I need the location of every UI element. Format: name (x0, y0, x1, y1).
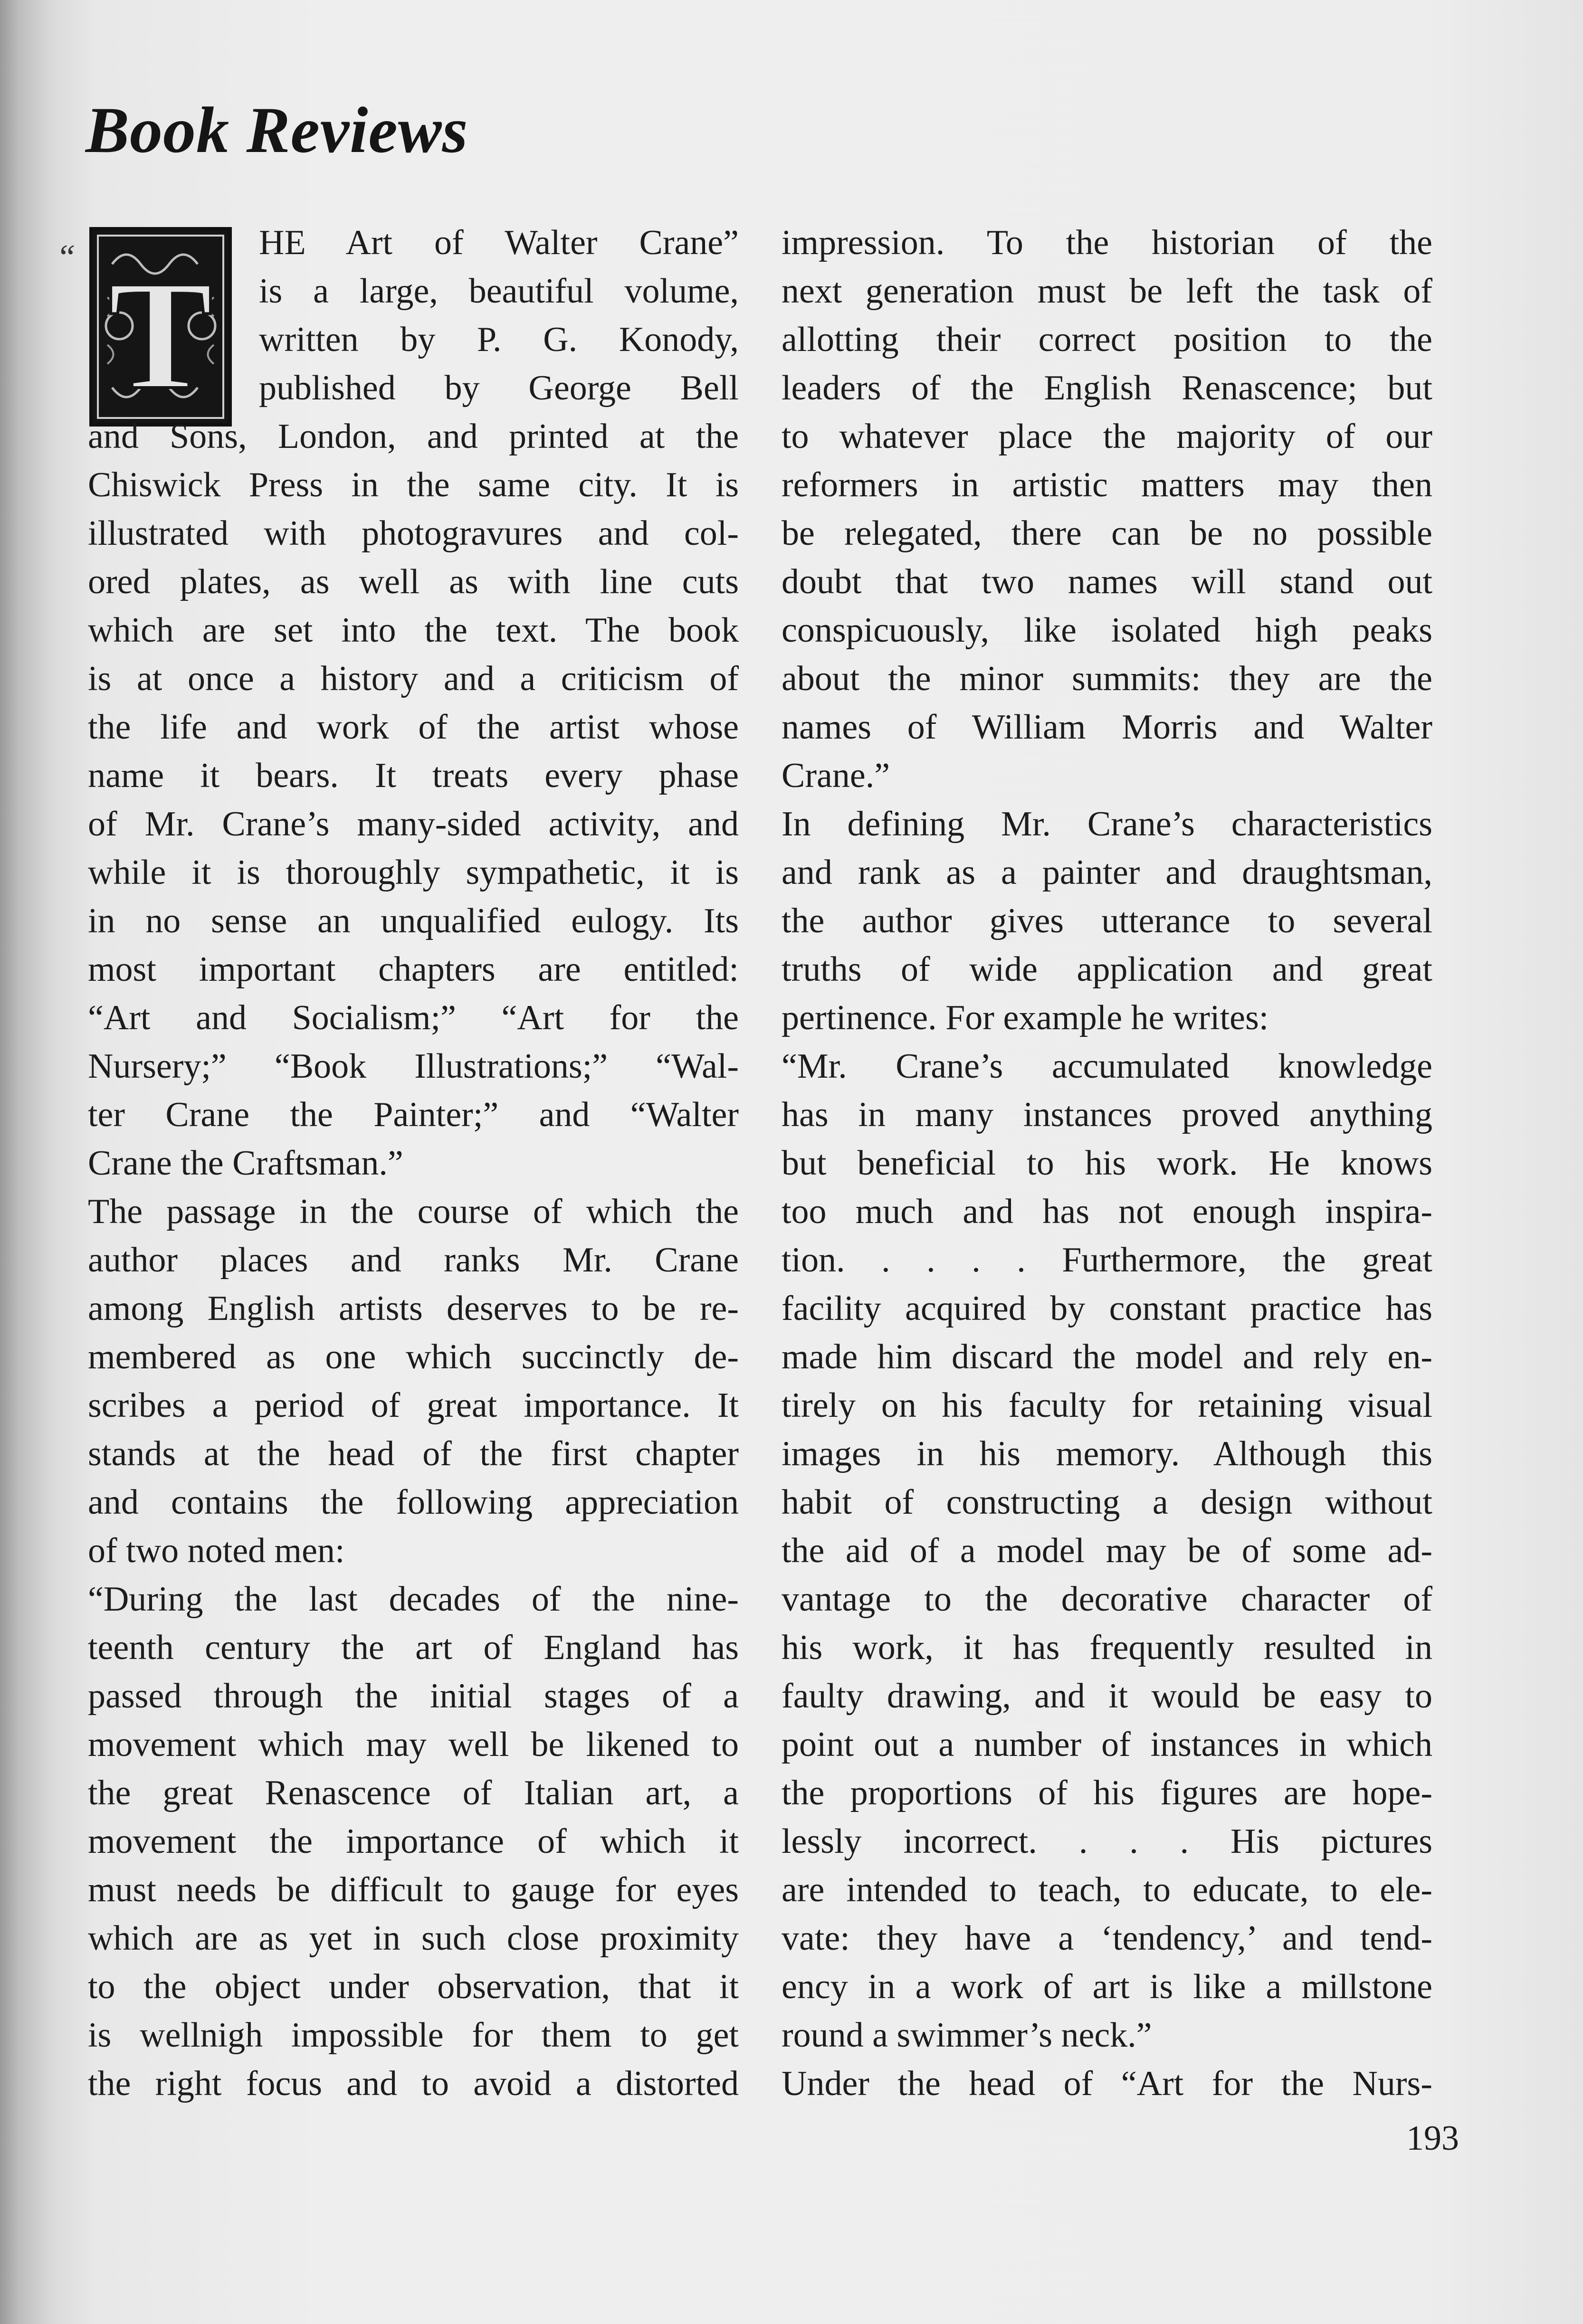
text-line: next generation must be left the task of (782, 272, 1432, 311)
text-line: too much and has not enough inspira- (782, 1192, 1432, 1231)
text-line: author places and ranks Mr. Crane (88, 1241, 739, 1280)
text-line: The passage in the course of which the (88, 1192, 739, 1231)
text-line: in no sense an unqualified eulogy. Its (88, 901, 739, 940)
text-line: the great Renascence of Italian art, a (88, 1774, 739, 1812)
text-line: pertinence. For example he writes: (782, 998, 1269, 1037)
text-line: faulty drawing, and it would be easy to (782, 1677, 1432, 1716)
text-line: the proportions of his figures are hope- (782, 1774, 1432, 1812)
text-line: movement the importance of which it (88, 1822, 739, 1861)
text-line: which are as yet in such close proximity (88, 1919, 739, 1958)
text-line: ored plates, as well as with line cuts (88, 562, 739, 601)
text-line: lessly incorrect. . . . His pictures (782, 1822, 1432, 1861)
text-line: and rank as a painter and draughtsman, (782, 853, 1432, 892)
text-line: round a swimmer’s neck.” (782, 2016, 1152, 2055)
text-line: while it is thoroughly sympathetic, it is (88, 853, 739, 892)
text-line: and contains the following appreciation (88, 1483, 739, 1522)
text-line: truths of wide application and great (782, 950, 1432, 989)
text-line: stands at the head of the first chapter (88, 1434, 739, 1473)
text-line: and Sons, London, and printed at the (88, 417, 739, 456)
text-line: of Mr. Crane’s many-sided activity, and (88, 805, 739, 844)
text-line: which are set into the text. The book (88, 611, 739, 650)
text-line: is a large, beautiful volume, (259, 272, 739, 311)
text-line: Under the head of “Art for the Nurs- (782, 2064, 1432, 2103)
text-line: illustrated with photogravures and col- (88, 514, 739, 553)
text-line: has in many instances proved anything (782, 1095, 1432, 1134)
text-line: vate: they have a ‘tendency,’ and tend- (782, 1919, 1432, 1958)
text-line: among English artists deserves to be re- (88, 1289, 739, 1328)
text-line: published by George Bell (259, 369, 739, 408)
text-line: point out a number of instances in which (782, 1725, 1432, 1764)
text-line: images in his memory. Although this (782, 1434, 1432, 1473)
text-line: Crane.” (782, 756, 890, 795)
text-line: vantage to the decorative character of (782, 1580, 1432, 1619)
text-line: scribes a period of great importance. It (88, 1386, 739, 1425)
text-line: leaders of the English Renascence; but (782, 369, 1432, 408)
text-line: the right focus and to avoid a distorted (88, 2064, 739, 2103)
text-line: to the object under observation, that it (88, 1967, 739, 2006)
text-line: reformers in artistic matters may then (782, 465, 1432, 504)
text-line: of two noted men: (88, 1531, 345, 1570)
text-line: tion. . . . . Furthermore, the great (782, 1241, 1432, 1280)
text-line: “Mr. Crane’s accumulated knowledge (782, 1047, 1432, 1086)
dropcap-letter: T (108, 248, 213, 422)
text-line: facility acquired by constant practice has (782, 1289, 1432, 1328)
text-line: made him discard the model and rely en- (782, 1337, 1432, 1376)
text-line: impression. To the historian of the (782, 223, 1432, 262)
text-line: passed through the initial stages of a (88, 1677, 739, 1716)
text-line: are intended to teach, to educate, to ele- (782, 1870, 1432, 1909)
text-line: conspicuously, like isolated high peaks (782, 611, 1432, 650)
text-line: HE Art of Walter Crane” (259, 223, 739, 262)
text-line: In defining Mr. Crane’s characteristics (782, 805, 1432, 844)
text-line: written by P. G. Konody, (259, 320, 739, 359)
right-column (782, 218, 1432, 2108)
text-line: teenth century the art of England has (88, 1628, 739, 1667)
text-line: names of William Morris and Walter (782, 708, 1432, 747)
text-line: Nursery;” “Book Illustrations;” “Wal- (88, 1047, 739, 1086)
text-line: be relegated, there can be no possible (782, 514, 1432, 553)
text-line: the aid of a model may be of some ad- (782, 1531, 1432, 1570)
text-line: about the minor summits: they are the (782, 659, 1432, 698)
opening-quote-mark: “ (56, 238, 76, 277)
text-line: “During the last decades of the nine- (88, 1580, 739, 1619)
text-line: the author gives utterance to several (782, 901, 1432, 940)
text-line: is wellnigh impossible for them to get (88, 2016, 739, 2055)
text-line: the life and work of the artist whose (88, 708, 739, 747)
text-line: membered as one which succinctly de- (88, 1337, 739, 1376)
text-line: allotting their correct position to the (782, 320, 1432, 359)
text-line: but beneficial to his work. He knows (782, 1144, 1432, 1183)
page-number: 193 (1406, 2119, 1459, 2158)
text-line: to whatever place the majority of our (782, 417, 1432, 456)
page-heading: Book Reviews (86, 94, 468, 166)
text-line: ency in a work of art is like a millstone (782, 1967, 1432, 2006)
text-line: movement which may well be likened to (88, 1725, 739, 1764)
text-line: must needs be difficult to gauge for eyes (88, 1870, 739, 1909)
text-line: Crane the Craftsman.” (88, 1144, 403, 1183)
text-line: ter Crane the Painter;” and “Walter (88, 1095, 739, 1134)
text-line: his work, it has frequently resulted in (782, 1628, 1432, 1667)
text-line: tirely on his faculty for retaining visual (782, 1386, 1432, 1425)
text-line: name it bears. It treats every phase (88, 756, 739, 795)
text-line: habit of constructing a design without (782, 1483, 1432, 1522)
left-column (88, 218, 739, 2108)
text-line: most important chapters are entitled: (88, 950, 739, 989)
text-line: doubt that two names will stand out (782, 562, 1432, 601)
text-line: “Art and Socialism;” “Art for the (88, 998, 739, 1037)
text-line: Chiswick Press in the same city. It is (88, 465, 739, 504)
text-line: is at once a history and a criticism of (88, 659, 739, 698)
